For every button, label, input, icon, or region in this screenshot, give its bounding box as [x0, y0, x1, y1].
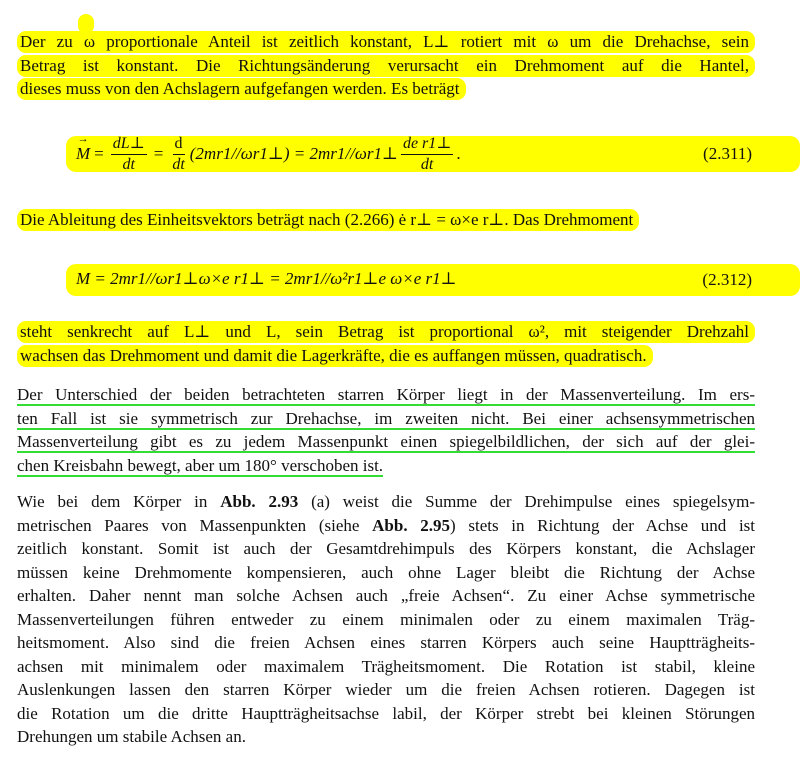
text-line: erhalten. Daher nennt man solche Achsen auch „freie Achsen“. Zu einer Achse symmetrische — [17, 586, 755, 605]
text-line: steht senkrecht auf L⊥ und L, sein Betrag ist proportional ω², mit steigender Drehzahl — [17, 320, 755, 344]
equals-sign: = — [94, 144, 104, 163]
equation-number: (2.312) — [702, 270, 752, 289]
text-line: Betrag ist konstant. Die Richtungsänderung verursacht ein Drehmoment auf die Hantel, — [17, 54, 755, 78]
figure-reference: Abb. 2.93 — [220, 492, 299, 511]
equation-expression: M = 2mr1//ωr1⊥ω×e r1⊥ = 2mr1//ω²r1⊥e ω×e r1⊥ — [76, 269, 457, 288]
text-line: wachsen das Drehmoment und damit die Lagerkräfte, die es auffangen müssen, quadratisch. — [17, 344, 755, 368]
equation-number: (2.311) — [703, 144, 752, 163]
figure-reference: Abb. 2.95 — [372, 515, 451, 535]
torque-symbol: → M — [76, 144, 90, 164]
text-line: heitsmoment. Also sind die freien Achsen eines starren Körpers auch seine Hauptträgheits- — [17, 633, 755, 652]
text-line: Auslenkungen lassen den starren Körper wieder um die freien Achsen rotieren. Dagegen ist — [17, 680, 755, 699]
equation-body — [76, 269, 457, 289]
text-line: ten Fall ist sie symmetrisch zur Drehachse, im zweiten nicht. Bei einer achsensymmetrischen — [17, 408, 755, 428]
text-line: dieses muss von den Achslagern aufgefangen werden. Es beträgt — [17, 77, 755, 101]
fraction-dL-dt: $\frac{dL\perp}{dt}$ — [112, 134, 145, 173]
text-line: metrischen Paares von Massenpunkten (siehe Abb. 2.95) stets in Richtung der Achse und ist — [17, 515, 756, 535]
text-line: Die Ableitung des Einheitsvektors beträgt nach (2.266) ė r⊥ = ω×e r⊥. Das Drehmoment — [17, 208, 755, 232]
paragraph-2 — [17, 208, 755, 232]
paragraph-4 — [17, 383, 755, 477]
equation-body: → M = $\frac{dL\perp}{dt}$ = $\frac{d}{dt}$ (2mr1//ωr1⊥) = 2mr1//ωr1⊥ $\frac{\text{de r1⊥}}{dt}$ . — [76, 130, 461, 178]
text-line: Massenverteilungen führen entweder zu einem minimalen oder zu einem maximalen Träg- — [17, 609, 755, 629]
equation-middle: (2mr1//ωr1⊥) = 2mr1//ωr1⊥ — [189, 144, 398, 163]
text-line: Massenverteilung gibt es zu jedem Massenpunkt einen spiegelbildlichen, der sich auf der glei- — [17, 432, 755, 451]
paragraph-1 — [17, 30, 755, 101]
paragraph-3 — [17, 320, 755, 367]
text-line: die Rotation um die dritte Hauptträgheitsachse labil, der Körper strebt bei kleinen Störungen — [17, 703, 755, 723]
equation-2-311 — [0, 130, 800, 178]
paragraph-5 — [17, 490, 755, 749]
text-line: zeitlich konstant. Somit ist auch der Gesamtdrehimpuls des Körpers konstant, die Achslager — [17, 539, 755, 558]
fraction-d-dt: $\frac{d}{dt}$ — [172, 134, 185, 173]
fraction-de-dt: $\frac{\text{de r1⊥}}{dt}$ — [402, 134, 452, 173]
text-line: Drehungen um stabile Achsen an. — [17, 727, 246, 746]
text-line: achsen mit minimalem oder maximalem Trägheitsmoment. Die Rotation ist stabil, kleine — [17, 656, 755, 676]
text-line: Der zu ω proportionale Anteil ist zeitlich konstant, L⊥ rotiert mit ω um die Drehachse, sein — [17, 30, 755, 54]
text-line: Der Unterschied der beiden betrachteten starren Körper liegt in der Massenverteilung. Im ers- — [17, 385, 755, 404]
text-line: chen Kreisbahn bewegt, aber um 180° verschoben ist. — [17, 455, 384, 475]
equation-2-312 — [0, 262, 800, 298]
text-line: Wie bei dem Körper in Abb. 2.93 (a) weist die Summe der Drehimpulse eines spiegelsym- — [17, 492, 755, 511]
text-line: müssen keine Drehmomente kompensieren, auch ohne Lager bleibt die Richtung der Achse — [17, 562, 755, 582]
